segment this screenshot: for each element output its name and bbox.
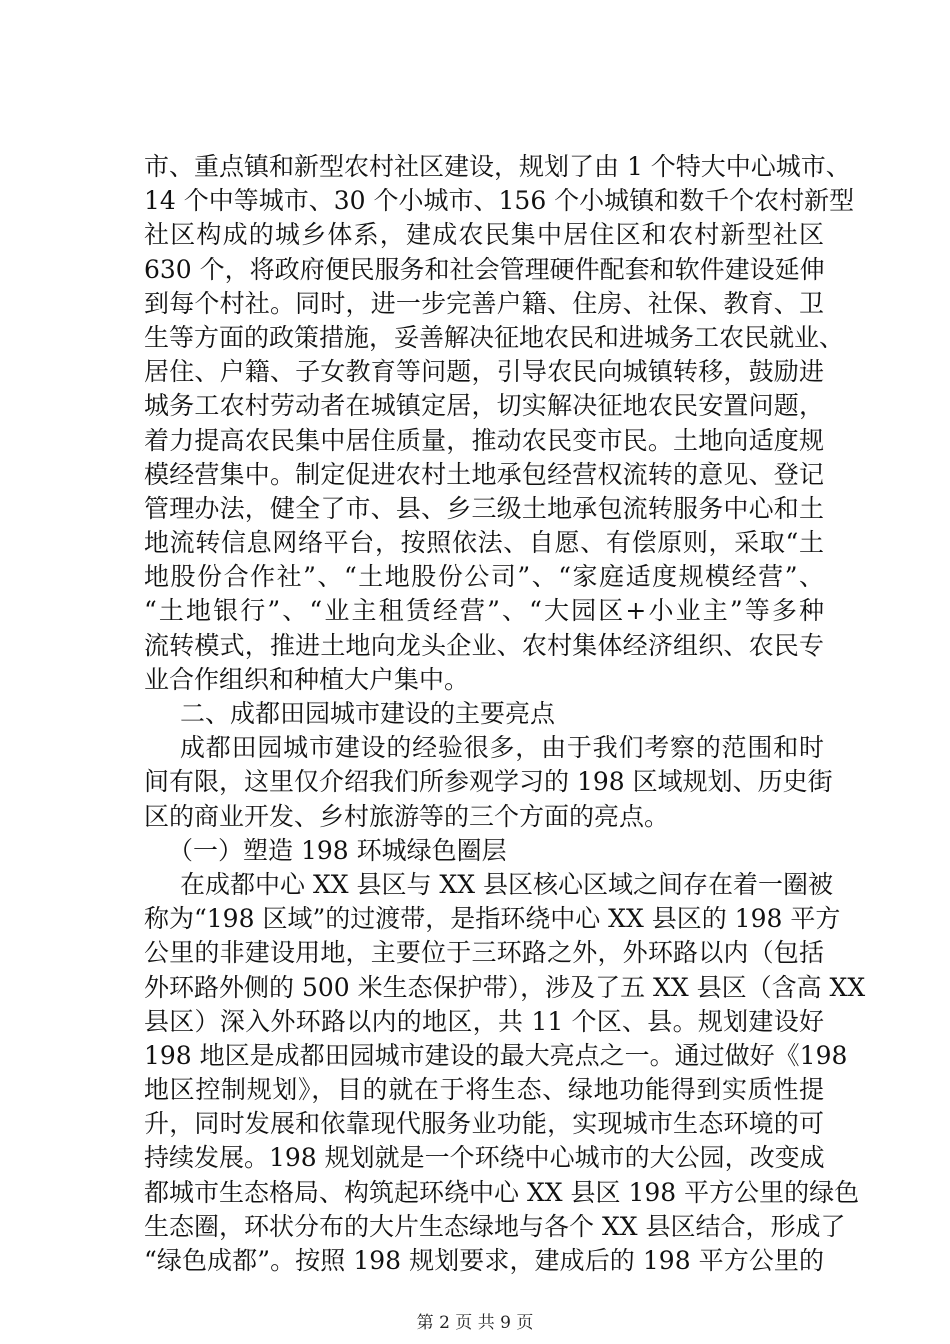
- text-line: 生等方面的政策措施，妥善解决征地农民和进城务工农民就业、: [144, 322, 845, 352]
- text-line: 间有限，这里仅介绍我们所参观学习的 198 区域规划、历史街: [144, 767, 833, 797]
- text-line: 地区控制规划》，目的就在于将生态、绿地功能得到实质性提: [144, 1075, 824, 1105]
- text-line: 在成都中心 XX 县区与 XX 县区核心区域之间存在着一圈被: [180, 869, 833, 899]
- text-line: 管理办法，健全了市、县、乡三级土地承包流转服务中心和土: [144, 493, 824, 523]
- text-line: 二、成都田园城市建设的主要亮点: [180, 699, 556, 728]
- text-line: 升，同时发展和依靠现代服务业功能，实现城市生态环境的可: [144, 1109, 824, 1139]
- text-line: 成都田园城市建设的经验很多，由于我们考察的范围和时: [180, 733, 824, 763]
- text-line: 模经营集中。制定促进农村土地承包经营权流转的意见、登记: [144, 459, 824, 489]
- text-line: 14 个中等城市、30 个小城市、156 个小城镇和数千个农村新型: [144, 186, 855, 216]
- text-line: 称为“198 区域”的过渡带，是指环绕中心 XX 县区的 198 平方: [144, 904, 841, 934]
- text-line: 地股份合作社”、“土地股份公司”、“家庭适度规模经营”、: [144, 562, 824, 592]
- text-line: 区的商业开发、乡村旅游等的三个方面的亮点。: [144, 801, 670, 831]
- text-line: 市、重点镇和新型农村社区建设，规划了由 1 个特大中心城市、: [144, 152, 851, 181]
- page-footer: 第 2 页 共 9 页: [416, 1313, 534, 1333]
- text-line: 流转模式，推进土地向龙头企业、农村集体经济组织、农民专: [144, 630, 824, 660]
- text-line: 城务工农村劳动者在城镇定居，切实解决征地农民安置问题，: [144, 391, 824, 421]
- text-line: （一）塑造 198 环城绿色圈层: [168, 835, 507, 865]
- text-line: 外环路外侧的 500 米生态保护带），涉及了五 XX 县区（含高 XX: [144, 972, 866, 1002]
- text-line: 县区）深入外环路以内的地区，共 11 个区、县。规划建设好: [144, 1006, 824, 1036]
- text-line: 业合作组织和种植大户集中。: [144, 664, 470, 694]
- document-body: [144, 150, 866, 1278]
- text-line: 到每个村社。同时，进一步完善户籍、住房、社保、教育、卫: [144, 288, 824, 318]
- text-line: 地流转信息网络平台，按照依法、自愿、有偿原则，采取“土: [144, 528, 824, 558]
- text-line: 着力提高农民集中居住质量，推动农民变市民。土地向适度规: [144, 425, 824, 455]
- text-line: 都城市生态格局、构筑起环绕中心 XX 县区 198 平方公里的绿色: [144, 1177, 860, 1207]
- text-line: 居住、户籍、子女教育等问题，引导农民向城镇转移，鼓励进: [144, 357, 824, 387]
- text-line: 198 地区是成都田园城市建设的最大亮点之一。通过做好《198: [144, 1040, 848, 1070]
- text-line: “绿色成都”。按照 198 规划要求，建成后的 198 平方公里的: [144, 1246, 824, 1275]
- text-line: 生态圈，环状分布的大片生态绿地与各个 XX 县区结合，形成了: [144, 1211, 846, 1241]
- text-line: “土地银行”、“业主租赁经营”、“大园区+小业主”等多种: [144, 596, 824, 626]
- text-line: 公里的非建设用地，主要位于三环路之外，外环路以内（包括: [144, 938, 824, 968]
- text-line: 持续发展。198 规划就是一个环绕中心城市的大公园，改变成: [144, 1143, 825, 1173]
- text-line: 社区构成的城乡体系，建成农民集中居住区和农村新型社区: [144, 220, 824, 250]
- text-line: 630 个，将政府便民服务和社会管理硬件配套和软件建设延伸: [144, 254, 825, 284]
